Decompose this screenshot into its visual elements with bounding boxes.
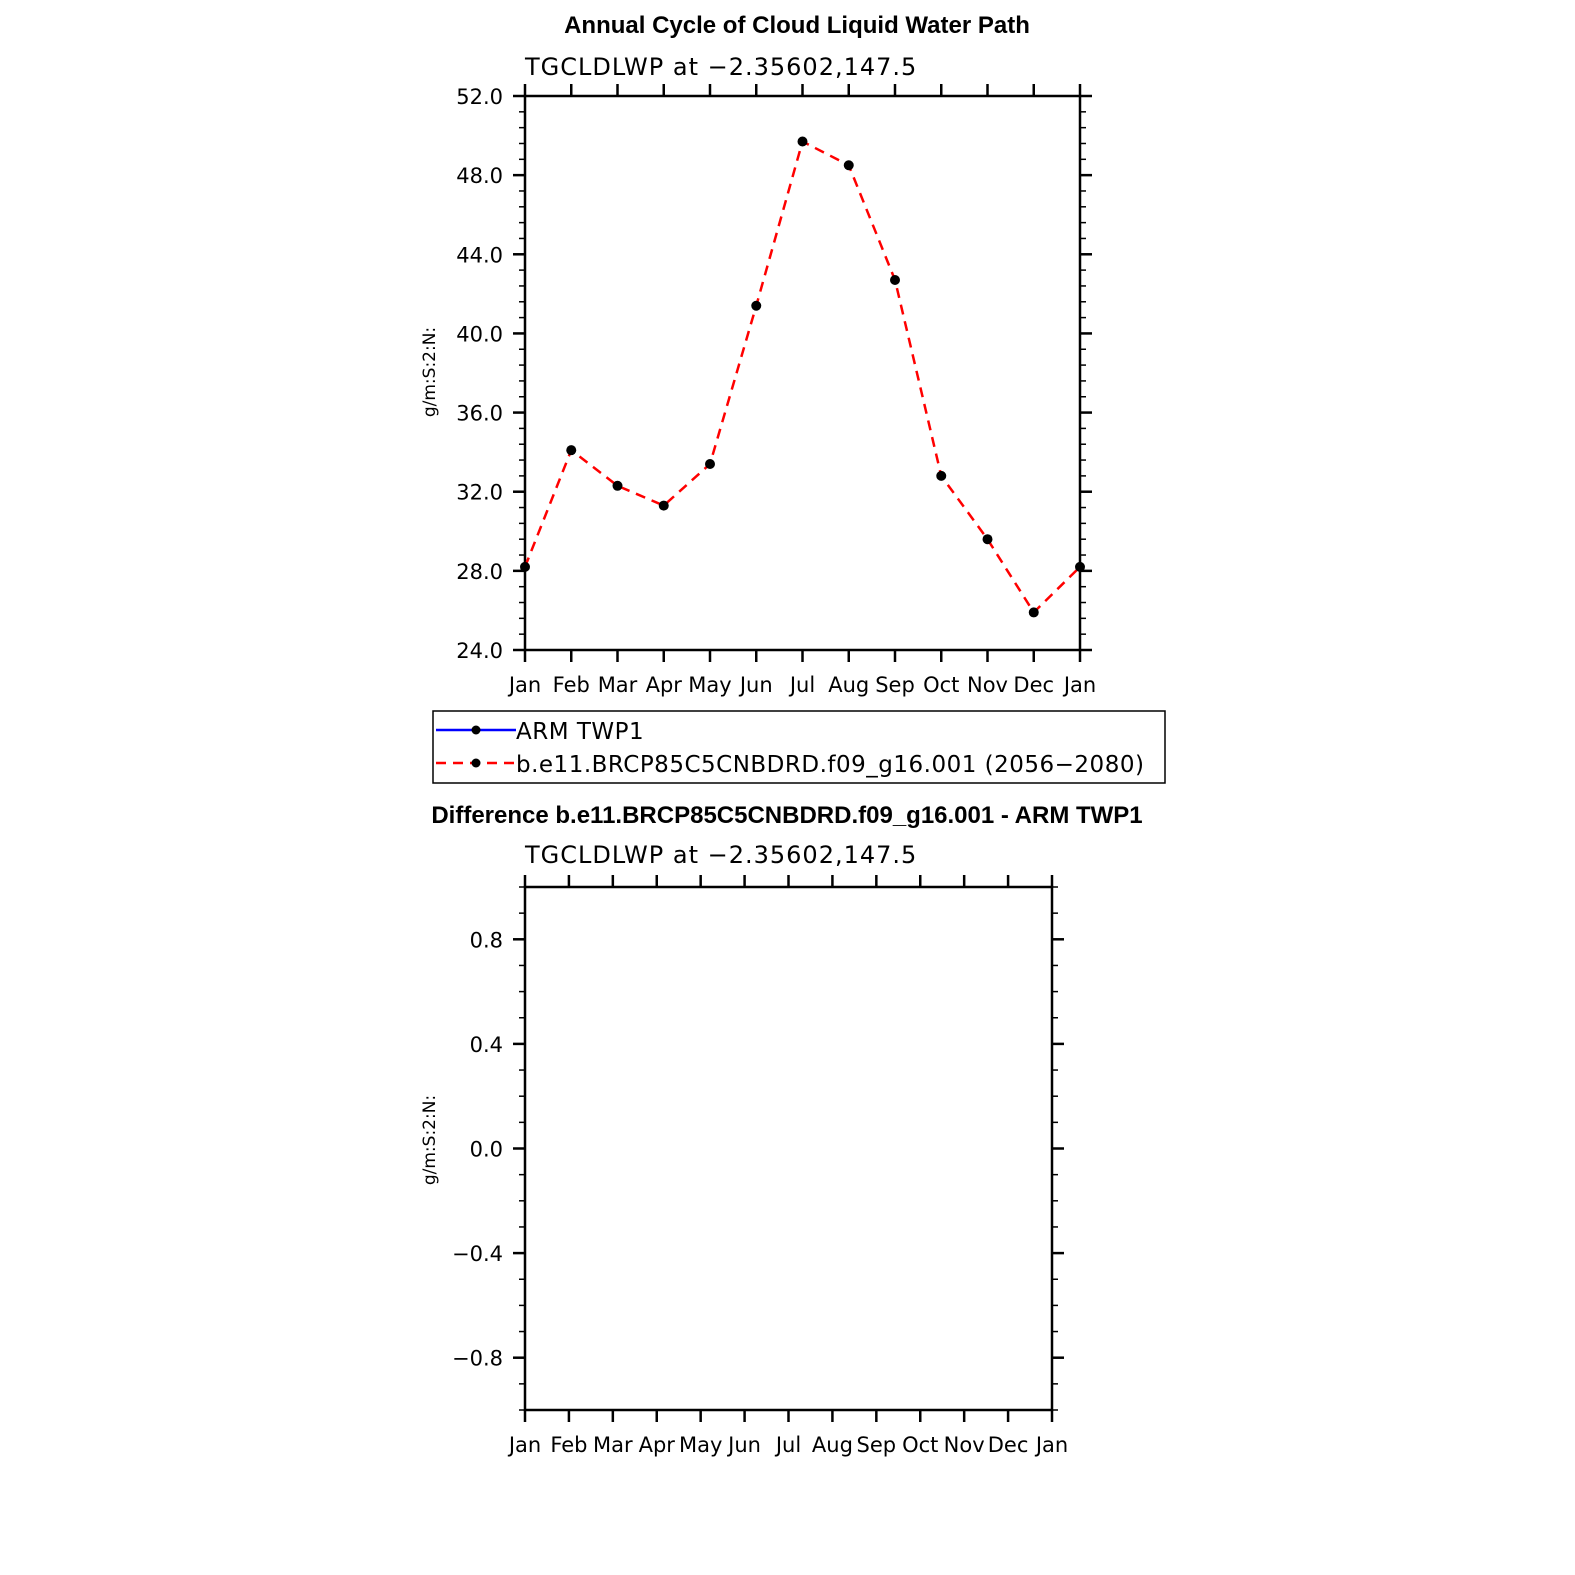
y-tick-label: 32.0 <box>456 480 503 505</box>
x-tick-label: Sep <box>875 673 915 697</box>
x-tick-label: May <box>678 1433 723 1457</box>
x-tick-label: Jan <box>1035 1433 1069 1457</box>
legend-marker-model <box>472 759 481 768</box>
top-plot-frame <box>525 96 1080 650</box>
legend-marker-arm <box>472 726 481 735</box>
data-point <box>705 459 715 469</box>
y-tick-label: 24.0 <box>456 639 503 663</box>
y-tick-label: 0.8 <box>469 928 503 953</box>
bottom-chart-title: Difference b.e11.BRCP85C5CNBDRD.f09_g16.001 - ARM TWP1 <box>431 802 1143 829</box>
x-tick-label: Apr <box>638 1433 675 1457</box>
x-tick-label: Jun <box>728 1433 761 1457</box>
bottom-x-tick-labels <box>507 1433 1068 1457</box>
data-point <box>659 501 669 511</box>
x-tick-label: Dec <box>1013 673 1055 697</box>
x-tick-label: Apr <box>645 673 682 697</box>
x-tick-label: Nov <box>943 1433 985 1457</box>
y-tick-label: 0.0 <box>469 1137 503 1162</box>
y-tick-label: 40.0 <box>456 322 503 347</box>
top-x-tick-labels <box>507 673 1096 697</box>
x-tick-label: Mar <box>597 673 638 697</box>
y-tick-label: 44.0 <box>456 243 503 268</box>
y-tick-label: −0.4 <box>452 1242 503 1267</box>
bottom-y-tick-labels <box>452 928 503 1370</box>
y-tick-label: 0.4 <box>469 1032 503 1057</box>
data-point <box>983 534 993 544</box>
top-chart-subtitle: TGCLDLWP at −2.35602,147.5 <box>525 53 918 81</box>
bottom-axis-ticks <box>513 875 1064 1422</box>
x-tick-label: Jan <box>1063 673 1097 697</box>
x-tick-label: Jan <box>508 673 542 697</box>
x-tick-label: Aug <box>828 673 870 697</box>
x-tick-label: Nov <box>967 673 1008 697</box>
y-tick-label: 52.0 <box>456 85 503 109</box>
x-tick-label: Jan <box>508 1433 542 1457</box>
data-point <box>844 160 854 170</box>
x-tick-label: Jul <box>775 1433 802 1457</box>
x-tick-label: Sep <box>856 1433 897 1457</box>
series-line <box>525 142 1080 613</box>
x-tick-label: Dec <box>987 1433 1029 1457</box>
legend-label-model: b.e11.BRCP85C5CNBDRD.f09_g16.001 (2056−2080) <box>516 752 1145 778</box>
x-tick-label: Mar <box>593 1433 633 1457</box>
y-tick-label: 28.0 <box>456 559 503 584</box>
data-point <box>1029 607 1039 617</box>
top-axis-ticks <box>513 84 1092 662</box>
x-tick-label: Feb <box>550 1433 588 1457</box>
y-tick-label: 48.0 <box>456 164 503 189</box>
legend-label-arm: ARM TWP1 <box>516 719 645 745</box>
data-point <box>890 275 900 285</box>
top-y-axis-label: g/m:S:2:N: <box>420 326 440 418</box>
data-point <box>613 481 623 491</box>
x-tick-label: Jul <box>789 673 816 697</box>
data-point <box>798 137 808 147</box>
data-point <box>566 445 576 455</box>
x-tick-label: May <box>688 673 732 697</box>
bottom-y-axis-label: g/m:S:2:N: <box>420 1094 440 1186</box>
top-chart-title: Annual Cycle of Cloud Liquid Water Path <box>564 12 1030 39</box>
x-tick-label: Oct <box>923 673 960 697</box>
x-tick-label: Feb <box>552 673 590 697</box>
x-tick-label: Jun <box>739 673 773 697</box>
bottom-plot-frame <box>525 887 1052 1410</box>
data-point <box>936 471 946 481</box>
x-tick-label: Oct <box>902 1433 939 1457</box>
x-tick-label: Aug <box>811 1433 853 1457</box>
data-point <box>751 301 761 311</box>
y-tick-label: 36.0 <box>456 401 503 426</box>
data-point <box>1075 562 1085 572</box>
data-point <box>520 562 530 572</box>
top-series-layer <box>520 137 1085 618</box>
y-tick-label: −0.8 <box>452 1346 503 1371</box>
bottom-chart-subtitle: TGCLDLWP at −2.35602,147.5 <box>525 841 918 869</box>
top-y-tick-labels <box>456 85 503 663</box>
